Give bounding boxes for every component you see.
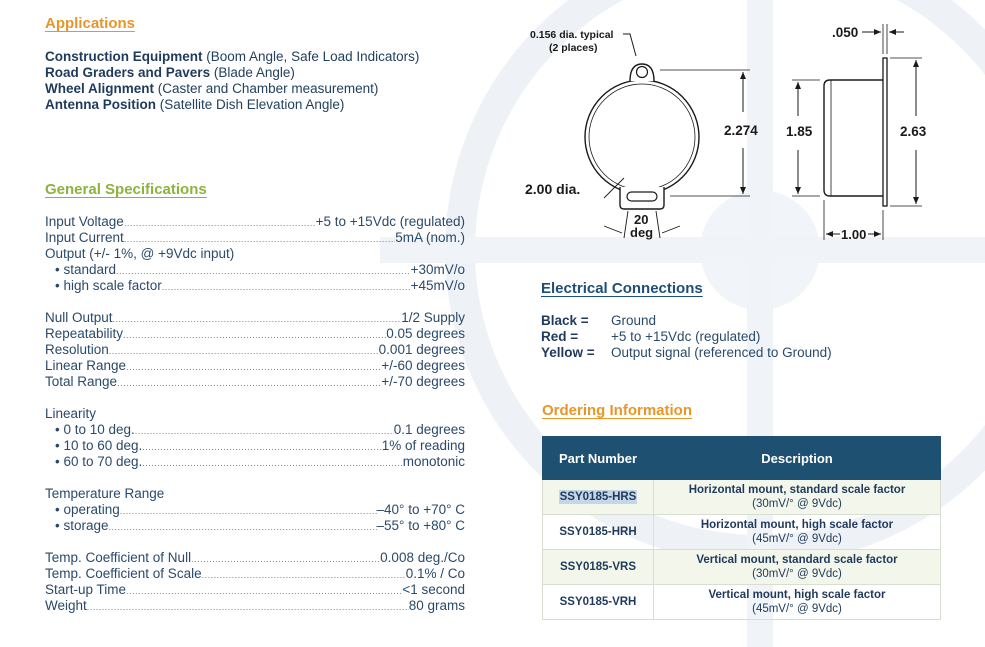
wire-red: Red = +5 to +15Vdc (regulated) xyxy=(541,329,761,344)
application-item: Antenna Position (Satellite Dish Elevation Angle) xyxy=(45,97,345,112)
spec-output-high: • high scale factor ..... +45mV/o xyxy=(45,278,465,294)
spec-group-temperature xyxy=(45,486,465,534)
electrical-heading: Electrical Connections xyxy=(541,280,703,297)
hole-note-line1: 0.156 dia. typical xyxy=(530,29,614,41)
spec-resolution: Resolution ..... 0.001 degrees xyxy=(45,342,465,358)
ordering-heading: Ordering Information xyxy=(542,402,692,419)
hole-note-line2: (2 places) xyxy=(549,42,598,54)
part-number[interactable]: SSY0185-HRS xyxy=(543,480,654,515)
dim-2274: 2.274 xyxy=(724,123,758,138)
spec-group-performance xyxy=(45,310,465,390)
wire-yellow: Yellow = Output signal (referenced to Ground) xyxy=(541,345,832,360)
applications-list xyxy=(45,49,419,113)
dim-2-63: 2.63 xyxy=(900,124,927,139)
spec-tc-null: Temp. Coefficient of Null ..... 0.008 deg./Co xyxy=(45,550,465,566)
spec-input-current: Input Current ..... 5mA (nom.) xyxy=(45,230,465,246)
angle-value: 20 xyxy=(634,212,649,227)
side-view xyxy=(824,58,887,206)
spec-tc-scale: Temp. Coefficient of Scale ..... 0.1% / Co xyxy=(45,566,465,582)
col-description: Description xyxy=(654,437,941,480)
spec-output-standard: • standard ..... +30mV/o xyxy=(45,262,465,278)
dim-1-00: 1.00 xyxy=(841,227,867,242)
dim-2-00-dia: 2.00 dia. xyxy=(525,181,581,197)
applications-heading: Applications xyxy=(45,15,136,32)
part-number[interactable]: SSY0185-HRH xyxy=(543,515,654,550)
spec-linearity-label: Linearity xyxy=(45,406,97,421)
spec-startup-time: Start-up Time ..... <1 second xyxy=(45,582,465,598)
spec-temp-operating: • operating ..... –40° to +70° C xyxy=(45,502,465,518)
spec-null-output: Null Output ..... 1/2 Supply xyxy=(45,310,465,326)
table-row xyxy=(543,585,941,620)
part-description: Horizontal mount, standard scale factor (30mV/° @ 9Vdc) xyxy=(654,480,941,515)
table-row xyxy=(543,480,941,515)
application-item: Road Graders and Pavers (Blade Angle) xyxy=(45,65,295,80)
part-description: Vertical mount, high scale factor (45mV/° @ 9Vdc) xyxy=(654,585,941,620)
spec-group-io xyxy=(45,214,465,294)
dim-1-85: 1.85 xyxy=(786,124,813,139)
spec-weight: Weight ..... 80 grams xyxy=(45,598,465,614)
wire-black: Black = Ground xyxy=(541,313,657,328)
spec-group-linearity xyxy=(45,406,465,470)
angle-line-right xyxy=(656,211,660,238)
table-row xyxy=(543,550,941,585)
table-header-row xyxy=(543,437,941,480)
mechanical-drawing xyxy=(520,20,970,250)
spec-input-voltage: Input Voltage ..... +5 to +15Vdc (regulated) xyxy=(45,214,465,230)
ordering-table xyxy=(542,436,941,620)
general-specs-heading: General Specifications xyxy=(45,181,207,198)
part-number[interactable]: SSY0185-VRS xyxy=(543,550,654,585)
part-description: Vertical mount, standard scale factor (30mV/° @ 9Vdc) xyxy=(654,550,941,585)
front-view xyxy=(585,64,699,209)
spec-repeatability: Repeatability ..... 0.05 degrees xyxy=(45,326,465,342)
spec-output-label: Output (+/- 1%, @ +9Vdc input) xyxy=(45,246,235,261)
electrical-connections xyxy=(541,313,832,361)
angle-tick-right xyxy=(662,226,680,233)
spec-linearity-60-70: • 60 to 70 deg. ..... monotonic xyxy=(45,454,465,470)
part-number[interactable]: SSY0185-VRH xyxy=(543,585,654,620)
application-item: Wheel Alignment (Caster and Chamber measurement) xyxy=(45,81,379,96)
dim-0-050: .050 xyxy=(832,25,859,40)
spec-temp-range-label: Temperature Range xyxy=(45,486,165,501)
spec-temp-storage: • storage ..... –55° to +80° C xyxy=(45,518,465,534)
part-description: Horizontal mount, high scale factor (45mV/° @ 9Vdc) xyxy=(654,515,941,550)
angle-line-left xyxy=(624,211,628,238)
hole-note-leader xyxy=(623,34,636,56)
spec-linearity-10-60: • 10 to 60 deg. ..... 1% of reading xyxy=(45,438,465,454)
spec-linearity-0-10: • 0 to 10 deg. ..... 0.1 degrees xyxy=(45,422,465,438)
angle-unit: deg xyxy=(630,225,654,240)
spec-group-misc xyxy=(45,550,465,614)
spec-linear-range: Linear Range ..... +/-60 degrees xyxy=(45,358,465,374)
application-item: Construction Equipment (Boom Angle, Safe Load Indicators) xyxy=(45,49,420,64)
spec-total-range: Total Range ..... +/-70 degrees xyxy=(45,374,465,390)
table-row xyxy=(543,515,941,550)
col-part-number: Part Number xyxy=(543,437,654,480)
angle-tick-left xyxy=(604,226,622,233)
